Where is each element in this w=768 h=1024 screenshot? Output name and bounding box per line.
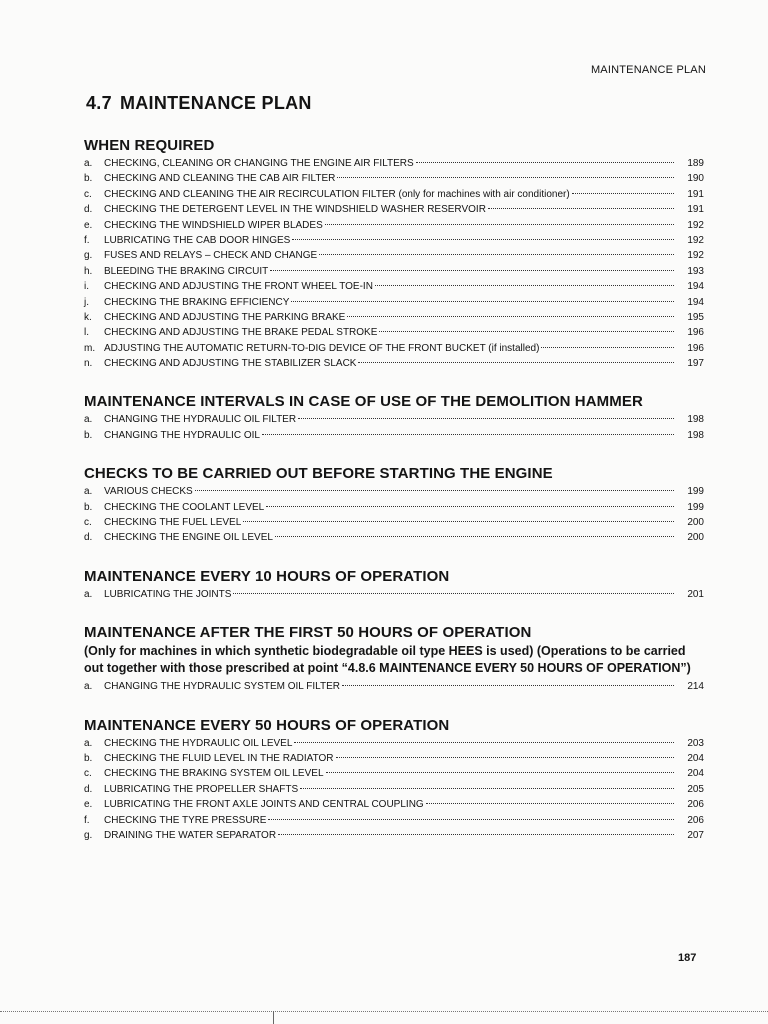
entry-text: ADJUSTING THE AUTOMATIC RETURN-TO-DIG DEVICE OF THE FRONT BUCKET (if installed) [104, 342, 540, 354]
entry-text: CHANGING THE HYDRAULIC OIL FILTER [104, 414, 297, 426]
entry-letter: h. [84, 265, 93, 277]
toc-entry [84, 156, 704, 171]
entry-text: CHANGING THE HYDRAULIC OIL [104, 429, 260, 441]
entry-page-number: 201 [687, 588, 704, 600]
toc-entry [84, 356, 704, 371]
entry-letter: d. [84, 532, 93, 544]
dot-leader [358, 362, 674, 363]
page-number: 187 [678, 952, 697, 964]
dot-leader [541, 347, 674, 348]
entry-page-number: 198 [687, 414, 704, 426]
toc-entry [84, 751, 704, 766]
toc-entry [84, 187, 704, 202]
entry-letter: c. [84, 188, 92, 200]
toc-entry [84, 295, 704, 310]
entry-text: VARIOUS CHECKS [104, 486, 193, 498]
toc-entry [84, 310, 704, 325]
dot-leader [275, 536, 674, 537]
entry-page-number: 190 [687, 173, 704, 185]
entry-text: CHECKING THE FUEL LEVEL [104, 517, 242, 529]
dot-leader [326, 772, 674, 773]
entry-page-number: 196 [687, 327, 704, 339]
entry-page-number: 204 [687, 752, 704, 764]
toc-entry [84, 428, 704, 443]
section-heading: MAINTENANCE AFTER THE FIRST 50 HOURS OF OPERATION [84, 624, 532, 642]
entry-page-number: 191 [687, 188, 704, 200]
entry-page-number: 200 [687, 517, 704, 529]
dot-leader [375, 285, 674, 286]
dot-leader [294, 742, 674, 743]
entry-text: CHECKING, CLEANING OR CHANGING THE ENGINE AIR FILTERS [104, 158, 414, 169]
dot-leader [416, 162, 674, 163]
entry-text: CHECKING AND CLEANING THE CAB AIR FILTER [104, 173, 336, 185]
section-note: (Only for machines in which synthetic biodegradable oil type HEES is used) (Operations to be carried out together with those prescribed at point “4.8.6 MAINTENANCE EVERY 50 HOURS OF OPERATION”) [84, 644, 691, 676]
entry-letter: a. [84, 486, 93, 498]
table-of-contents [84, 137, 704, 865]
toc-section [84, 568, 704, 602]
entry-page-number: 205 [687, 783, 704, 795]
dot-leader [426, 803, 674, 804]
entry-page-number: 191 [687, 204, 704, 216]
toc-entry [84, 233, 704, 248]
dot-leader [488, 208, 674, 209]
entry-text: CHECKING THE BRAKING EFFICIENCY [104, 296, 290, 308]
entry-letter: b. [84, 501, 93, 513]
entry-letter: b. [84, 429, 93, 441]
dot-leader [243, 521, 674, 522]
toc-section [84, 717, 704, 844]
entry-letter: d. [84, 783, 93, 795]
toc-entry [84, 500, 704, 515]
entry-letter: a. [84, 588, 93, 600]
entry-text: LUBRICATING THE PROPELLER SHAFTS [104, 783, 299, 795]
toc-section [84, 465, 704, 546]
running-header: MAINTENANCE PLAN [590, 64, 706, 76]
page-title [86, 93, 312, 114]
dot-leader [195, 490, 674, 491]
toc-entry [84, 202, 704, 217]
entry-page-number: 198 [687, 429, 704, 441]
entry-letter: d. [84, 204, 93, 216]
toc-entry [84, 530, 704, 545]
entry-letter: k. [84, 311, 92, 323]
toc-entry [84, 412, 704, 427]
toc-entry [84, 218, 704, 233]
entry-letter: n. [84, 358, 93, 370]
entry-text: DRAINING THE WATER SEPARATOR [104, 829, 277, 841]
scan-edge-tick [273, 1011, 274, 1024]
entry-text: BLEEDING THE BRAKING CIRCUIT [104, 265, 269, 277]
entry-text: CHECKING AND ADJUSTING THE BRAKE PEDAL STROKE [104, 327, 378, 339]
entry-letter: a. [84, 681, 93, 693]
entry-letter: a. [84, 737, 93, 749]
entry-page-number: 194 [687, 296, 704, 308]
toc-entry [84, 766, 704, 781]
toc-entry [84, 264, 704, 279]
dot-leader [572, 193, 674, 194]
dot-leader [268, 819, 674, 820]
entry-text: CHECKING AND CLEANING THE AIR RECIRCULATION FILTER (only for machines with air conditioner) [104, 188, 570, 200]
dot-leader [262, 434, 674, 435]
entry-page-number: 199 [687, 501, 704, 513]
entry-page-number: 194 [687, 281, 704, 293]
entry-text: CHANGING THE HYDRAULIC SYSTEM OIL FILTER [104, 681, 340, 693]
dot-leader [233, 593, 674, 594]
entry-page-number: 199 [687, 486, 704, 498]
entry-letter: j. [84, 296, 89, 308]
toc-entry [84, 325, 704, 340]
entry-text: CHECKING THE TYRE PRESSURE [104, 814, 267, 826]
toc-section [84, 624, 704, 694]
section-number: 4.7 [86, 93, 112, 113]
entry-letter: f. [84, 234, 90, 246]
entry-text: LUBRICATING THE JOINTS [104, 588, 232, 600]
dot-leader [325, 224, 674, 225]
toc-entry [84, 587, 704, 602]
entry-letter: l. [84, 327, 89, 339]
entry-page-number: 214 [687, 681, 704, 693]
entry-page-number: 189 [687, 158, 704, 169]
entry-text: LUBRICATING THE CAB DOOR HINGES [104, 234, 291, 246]
entry-text: CHECKING AND ADJUSTING THE PARKING BRAKE [104, 311, 346, 323]
toc-entry [84, 828, 704, 843]
entry-text: CHECKING THE HYDRAULIC OIL LEVEL [104, 737, 293, 749]
entry-letter: a. [84, 414, 93, 426]
entry-page-number: 206 [687, 799, 704, 811]
dot-leader [270, 270, 674, 271]
entry-text: CHECKING THE ENGINE OIL LEVEL [104, 532, 273, 544]
toc-entry [84, 248, 704, 263]
entry-text: CHECKING AND ADJUSTING THE FRONT WHEEL TOE-IN [104, 281, 373, 293]
dot-leader [347, 316, 674, 317]
entry-page-number: 192 [687, 234, 704, 246]
entry-text: CHECKING THE DETERGENT LEVEL IN THE WINDSHIELD WASHER RESERVOIR [104, 204, 486, 216]
dot-leader [300, 788, 674, 789]
section-heading: MAINTENANCE EVERY 10 HOURS OF OPERATION [84, 567, 450, 585]
dot-leader [336, 757, 675, 758]
toc-entry [84, 797, 704, 812]
entry-page-number: 197 [687, 358, 704, 370]
toc-entry [84, 171, 704, 186]
entry-letter: g. [84, 250, 93, 262]
entry-text: CHECKING THE BRAKING SYSTEM OIL LEVEL [104, 768, 324, 780]
section-heading: MAINTENANCE EVERY 50 HOURS OF OPERATION [84, 716, 450, 734]
entry-page-number: 195 [687, 311, 704, 323]
section-heading: CHECKS TO BE CARRIED OUT BEFORE STARTING THE ENGINE [84, 465, 553, 483]
entry-page-number: 204 [687, 768, 704, 780]
dot-leader [337, 177, 674, 178]
entry-letter: f. [84, 814, 90, 826]
entry-page-number: 203 [687, 737, 704, 749]
entry-letter: c. [84, 517, 92, 529]
entry-page-number: 193 [687, 265, 704, 277]
entry-text: CHECKING THE FLUID LEVEL IN THE RADIATOR [104, 752, 334, 764]
entry-letter: b. [84, 173, 93, 185]
entry-letter: i. [84, 281, 89, 293]
toc-section [84, 137, 704, 371]
toc-entry [84, 341, 704, 356]
entry-letter: g. [84, 829, 93, 841]
entry-text: FUSES AND RELAYS – CHECK AND CHANGE [104, 250, 318, 262]
entry-letter: e. [84, 799, 93, 811]
toc-entry [84, 813, 704, 828]
dot-leader [278, 834, 674, 835]
entry-page-number: 192 [687, 219, 704, 231]
entry-page-number: 192 [687, 250, 704, 262]
toc-section [84, 393, 704, 443]
entry-text: CHECKING THE COOLANT LEVEL [104, 501, 265, 513]
entry-text: LUBRICATING THE FRONT AXLE JOINTS AND CENTRAL COUPLING [104, 799, 424, 811]
section-title-text: MAINTENANCE PLAN [119, 93, 312, 113]
entry-letter: a. [84, 158, 93, 169]
entry-page-number: 207 [687, 829, 704, 841]
dot-leader [319, 254, 674, 255]
dot-leader [342, 685, 674, 686]
toc-entry [84, 279, 704, 294]
section-heading: WHEN REQUIRED [84, 137, 215, 154]
entry-letter: b. [84, 752, 93, 764]
entry-letter: e. [84, 219, 93, 231]
dot-leader [266, 506, 674, 507]
toc-entry [84, 736, 704, 751]
toc-entry [84, 679, 704, 694]
entry-page-number: 200 [687, 532, 704, 544]
entry-page-number: 196 [687, 342, 704, 354]
entry-letter: m. [84, 342, 96, 354]
toc-entry [84, 782, 704, 797]
dot-leader [291, 301, 674, 302]
entry-text: CHECKING THE WINDSHIELD WIPER BLADES [104, 219, 323, 231]
dot-leader [298, 418, 674, 419]
toc-entry [84, 515, 704, 530]
dot-leader [292, 239, 674, 240]
dot-leader [379, 331, 674, 332]
section-heading: MAINTENANCE INTERVALS IN CASE OF USE OF THE DEMOLITION HAMMER [84, 393, 643, 411]
entry-text: CHECKING AND ADJUSTING THE STABILIZER SLACK [104, 358, 357, 370]
toc-entry [84, 484, 704, 499]
scan-edge-line [0, 1011, 768, 1012]
entry-letter: c. [84, 768, 92, 780]
entry-page-number: 206 [687, 814, 704, 826]
